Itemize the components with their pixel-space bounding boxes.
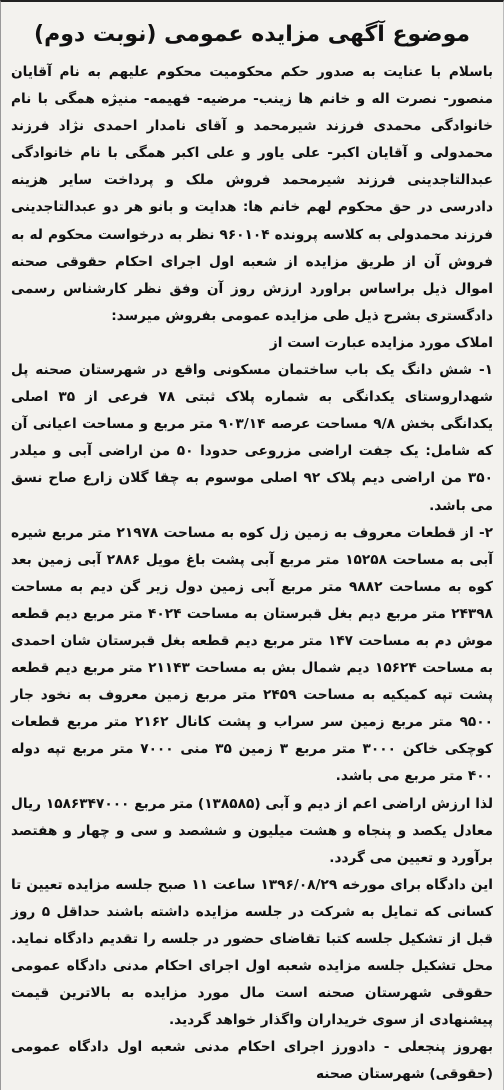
auction-session-paragraph: این دادگاه برای مورخه ۱۳۹۶/۰۸/۲۹ ساعت ۱۱ صبح جلسه مزایده تعیین تا کسانی که تمایل به شرکت در جلسه مزایده داشته باشند حداقل ۵ روز قبل از تشکیل جلسه کتبا تقاضای حضور در جلسه را تقدیم دادگاه نماید. محل تشکیل جلسه مزایده شعبه اول اجرای احکام مدنی دادگاه عمومی حقوقی شهرستان صحنه است مال مورد مزایده به بالاترین قیمت پیشنهادی از سوی خریداران واگذار خواهد گردید. bbox=[11, 876, 493, 1029]
properties-heading: املاک مورد مزایده عبارت است از bbox=[269, 334, 493, 351]
signature-line: بهروز پنجعلی - دادورز اجرای احکام مدنی شعبه اول دادگاه عمومی (حقوقی) شهرستان صحنه bbox=[11, 1039, 493, 1083]
notice-title: موضوع آگهی مزایده عمومی (نوبت دوم) bbox=[34, 22, 470, 47]
notice-body bbox=[11, 59, 493, 1089]
valuation-paragraph: لذا ارزش اراضی اعم از دیم و آبی (۱۳۸۵۸۵) متر مربع ۱۵۸۶۳۴۷۰۰۰ ریال معادل یکصد و پنجاه و هشت میلیون و ششصد و سی و چهار و هفتصد برآورد و تعیین می گردد. bbox=[11, 795, 493, 866]
property-item-2: ۲- از قطعات معروف به زمین زل کوه به مساحت ۲۱۹۷۸ متر مربع شیره آبی به مساحت ۱۵۲۵۸ متر مربع آبی پشت باغ مویل ۲۸۸۶ آبی زمین بعد کوه به مساحت ۹۸۸۲ متر مربع آبی زمین دول زیر گن دیم به مساحت ۲۴۳۹۸ متر مربع دیم بغل قبرستان به مساحت ۴۰۲۴ متر مربع دیم قطعه موش دم به مساحت ۱۴۷ متر مربع دیم قطعه بغل قبرستان شان احمدی به مساحت ۱۵۶۲۴ دیم شمال بش به مساحت ۲۱۱۴۳ متر مربع دیم قطعه پشت تپه کمیکیه به مساحت ۲۴۵۹ متر مربع زمین معروف به نخود جار ۹۵۰۰ متر مربع زمین سر سراب و پشت کانال ۲۱۶۲ متر مربع قطعات کوچکی خاکن ۳۰۰۰ متر مربع ۳ زمین ۳۵ منی ۷۰۰۰ متر مربع تپه دوله ۴۰۰ متر مربع می باشد. bbox=[11, 524, 493, 785]
property-item-1: ۱- شش دانگ یک باب ساختمان مسکونی واقع در شهرستان صحنه پل شهداروستای یکدانگی به شماره پلاک ثبتی ۷۸ فرعی از ۳۵ اصلی یکدانگی بخش ۹/۸ مساحت عرصه ۹۰۳/۱۴ متر مربع و مساحت اعیانی آن که شامل: یک جفت اراضی مزروعی حدودا ۵۰ من اراضی آبی و میلدر ۳۵۰ من اراضی دیم پلاک ۹۲ اصلی موسوم به چقا گلان زارع صاح نسق می باشد. bbox=[11, 362, 494, 514]
intro-paragraph: باسلام با عنایت به صدور حکم محکومیت محکوم علیهم به نام آقایان منصور- نصرت اله و خانم ها زینب- مرضیه- فهیمه- منیژه همگی با نام خانوادگی محمدی فرزند شیرمحمد و آقای نامدار احمدی نژاد فرزند محمدولی و آقایان اکبر- علی یاور و علی اکبر همگی با نام خانوادگی عبدالتاجدینی فرزند شیرمحمد فروش ملک و پرداخت سایر هزینه دادرسی در حق محکوم لهم خانم ها: هدایت و بانو هر دو عبدالتاجدینی فرزند محمدولی به کلاسه پرونده ۹۶۰۱۰۴ نظر به درخواست محکوم له به فروش آن از طریق مزایده از شعبه اول اجرای احکام حقوقی صحنه اموال ذیل براساس براورد ارزش روز آن وفق نظر کارشناس رسمی دادگستری بشرح ذیل طی مزایده عمومی بفروش میرسد: bbox=[11, 64, 493, 324]
